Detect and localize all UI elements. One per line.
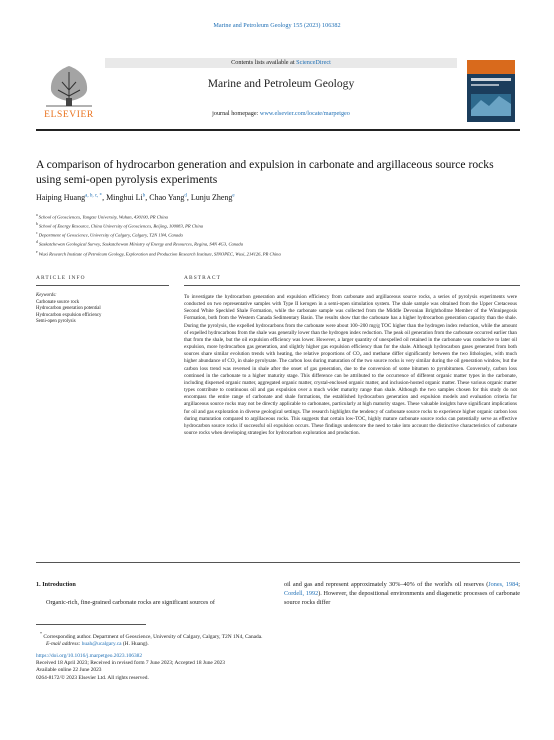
introduction-right-text: oil and gas and represent approximately 30%–40% of the world's oil reserves (Jones, 1984; Cordell, 1992). However, the depositional environments and diagenetic processes of carbonate source rocks differ [284, 581, 520, 606]
keyword: Carbonate source rock [36, 300, 80, 305]
journal-citation: Marine and Petroleum Geology 155 (2023) 106382 [213, 22, 341, 29]
affiliations [36, 212, 516, 258]
sciencedirect-link[interactable]: ScienceDirect [296, 59, 331, 66]
keywords-label: Keywords: [36, 293, 57, 298]
keyword: Hydrocarbon expulsion efficiency [36, 312, 102, 318]
introduction-left-text: Organic-rich, fine-grained carbonate rocks are significant sources of [46, 599, 215, 606]
contents-line [105, 59, 457, 66]
affiliation-item: $^d$ Saskatchewan Geological Survey, Saskatchewan Ministry of Energy and Resources, Regina, S4N 4G3, Canada [36, 240, 243, 247]
author-list: Haiping Huang$^{a, b, c, *}$, Minghui Li$^b$, Chao Yang$^d$, Lunju Zheng$^e$ [36, 193, 235, 202]
header-rule [36, 129, 520, 131]
abstract-bottom-rule [36, 562, 520, 563]
available-online: Available online 22 June 2023 [36, 667, 102, 674]
author-marks[interactable]: a, b, c, * [85, 193, 103, 199]
keyword: Semi-open pyrolysis [36, 319, 76, 325]
doi-link[interactable]: https://doi.org/10.1016/j.marpetgeo.2023.106382 [36, 653, 143, 659]
author-name[interactable]: Minghui Li [106, 193, 143, 202]
author-marks[interactable]: b [142, 193, 146, 199]
article-info-rule [36, 285, 169, 286]
contents-prefix: Contents lists available at [231, 59, 297, 66]
elsevier-wordmark: ELSEVIER [44, 110, 94, 120]
abstract-heading: ABSTRACT [184, 275, 221, 281]
corresponding-author-footnote: * Corresponding author. Department of Geoscience, University of Calgary, Calgary, T2N 1N4, Canada. E-mail address: huah@ucalgary.ca (H. Huang). [40, 631, 263, 648]
introduction-heading: 1. Introduction [36, 581, 76, 588]
homepage-link[interactable]: www.elsevier.com/locate/marpetgeo [259, 110, 350, 117]
article-info-heading: ARTICLE INFO [36, 275, 86, 281]
elsevier-logo [38, 60, 100, 126]
publication-info [36, 653, 516, 682]
author-name[interactable]: Haiping Huang [36, 193, 86, 202]
footnote-rule [36, 624, 146, 625]
author-name[interactable]: Chao Yang [149, 193, 185, 202]
author-marks[interactable]: d [184, 193, 187, 199]
reference-link[interactable]: Jones, 1984 [488, 581, 519, 588]
journal-cover-thumbnail [467, 60, 515, 122]
email-label: E-mail address: [46, 641, 82, 648]
keywords-list [36, 300, 101, 326]
email-link[interactable]: huah@ucalgary.ca [81, 641, 122, 648]
journal-homepage [105, 110, 457, 117]
reference-link[interactable]: Cordell, 1992 [284, 589, 319, 597]
homepage-prefix: journal homepage: [212, 110, 260, 117]
affiliation-item: $^b$ School of Energy Resource, China University of Geosciences, Beijing, 100083, PR China [36, 222, 204, 229]
abstract-rule [184, 285, 520, 286]
affiliation-item: $^c$ Department of Geoscience, University of Calgary, Calgary, T2N 1N4, Canada [36, 231, 183, 238]
copyright: 0264-8172/© 2023 Elsevier Ltd. All rights reserved. [36, 674, 149, 681]
author-name[interactable]: Lunju Zheng [190, 193, 233, 202]
article-title: A comparison of hydrocarbon generation and expulsion in carbonate and argillaceous source rocks using semi-open pyrolysis experiments [36, 158, 494, 186]
received-dates: Received 18 April 2023; Received in revised form 7 June 2023; Accepted 18 June 2023 [36, 660, 225, 667]
journal-title: Marine and Petroleum Geology [207, 77, 355, 90]
abstract-text: To investigate the hydrocarbon generation and expulsion efficiency from carbonate and argillaceous source rocks, a series of pyrolysis experiments were conducted on two representative samples with Type II kerogen in a semi-open simulation system. The shale sample was obtained from the Upper Cretaceous Second White Speckled Shale Formation, while the carbonate sample was collected from the Middle Devonian Brighthollme Member of the Winnipegosis Formation, both from the Western Canada Sedimentary Basin. The results show that the carbonate has a higher hydrocarbon generation capacity than the shale. During the pyrolysis, the expelled hydrocarbons from the carbonate were about 100–200 mg/g TOC higher than the hydrogen index reduction, while the amount of expelled hydrocarbons from the shale was generally lower than the hydrogen index reduction. The peak oil generation from the carbonate occurred earlier than that from the shale, but the oil expulsion efficiency was lower. However, a larger quantity of unexpelled oil retained in the carbonate was conducive to later oil expulsion, more hydrocarbon gas generation, and slightly higher gas expulsion efficiency than for the shale. Although hydrocarbon gases generated from both sources share similar evolution trends with heating, the relative proportions of CO₂ and methane differ significantly between the two lithologies, with much higher abundance of CO₂ in shale pyrolysate. The carbon loss during maturation of the two source rocks is very similar during the oil generation window, but the carbon loss trend was reversed in shale after the onset of gas generation, due to the conversion of some bitumen to pyrobitumen. Conversely, carbon loss continued in the carbonate to a higher maturity stage. This difference can be attributed to the occurrence of different organic matter types in the carbonate, including dispersed organic matter, aggregated organic matter, crystal-enclosed organic matter, and inclusion-hosted organic matter. These various organic matter types contribute to continuous oil and gas expulsion over a much wider maturity range than shale. Although the two samples chosen for this study do not encompass the entire range of carbonate and shale formations, the established hydrocarbon generation and expulsion models and evaluation criteria for argillaceous source rocks may not be directly applicable to carbonates, particularly at high maturity stages. These valuable insights have significant implications for oil and gas exploration in diverse geological settings. The research highlights the tendency of carbonate source rocks to experience higher organic carbon loss during maturation compared to argillaceous rocks. This suggests that certain low-TOC, highly mature carbonate source rocks can potentially serve as effective hydrocarbon source rocks if successful oil expulsion occurs. These findings underscore the need to take into account the distinctive characteristics of carbonate source rocks when developing strategies for hydrocarbon exploration and production. [184, 294, 517, 436]
author-marks[interactable]: e [232, 193, 235, 199]
affiliation-item: $^e$ Wuxi Research Institute of Petroleum Geology, Exploration and Production Research Institute, SINOPEC, Wuxi, 214126, PR China [36, 249, 281, 257]
affiliation-item: $^a$ School of Geosciences, Yangtze University, Wuhan, 430100, PR China [36, 213, 168, 220]
footnote-mark: * [40, 631, 42, 636]
keyword: Hydrocarbon generation potential [36, 306, 101, 312]
